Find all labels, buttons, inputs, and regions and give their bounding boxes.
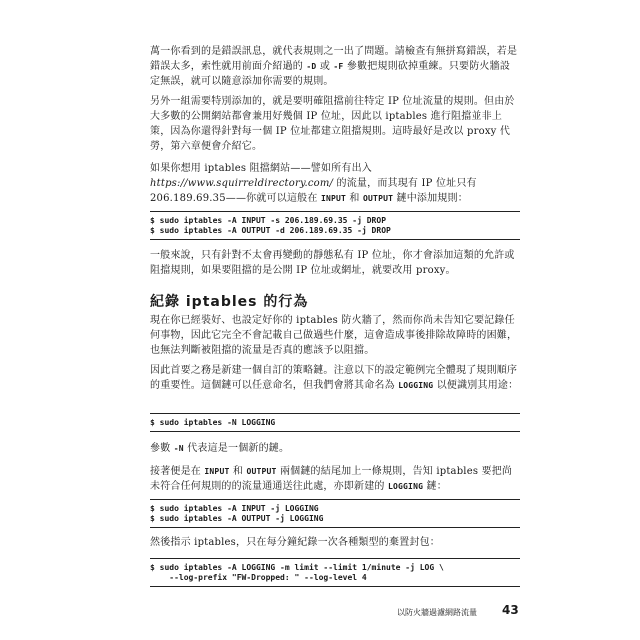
code-block-log-rule: $ sudo iptables -A LOGGING -m limit --limit 1/minute -j LOG \ --log-prefix "FW-Dropped: " --log-level 4 xyxy=(150,558,520,587)
code-block-jump-logging: $ sudo iptables -A INPUT -j LOGGING $ sudo iptables -A OUTPUT -j LOGGING xyxy=(150,499,520,528)
paragraph-custom-chain: 因此首要之務是新建一個自訂的策略鏈。注意以下的設定範例完全體現了規則順序的重要性。這個鏈可以任意命名，但我們會將其命名為 LOGGING 以便識別其用途： xyxy=(150,365,519,391)
example-url: https://www.squirreldirectory.com/ xyxy=(150,178,334,189)
paragraph-n-param: 參數 -N 代表這是一個新的鏈。 xyxy=(150,443,290,454)
paragraph-error-check: 萬一你看到的是錯誤訊息，就代表規則之一出了問題。請檢查有無拼寫錯誤，若是錯誤太多，索性就用前面介紹過的 -D 或 -F 參數把規則砍掉重練。只要防火牆設定無誤，就可以隨意添加你需要的規則。 xyxy=(150,46,518,87)
paragraph-log-limit: 然後指示 iptables，只在每分鐘紀錄一次各種類型的棄置封包： xyxy=(150,537,441,548)
page-number: 43 xyxy=(502,603,519,617)
section-heading: 紀錄 iptables 的行為 xyxy=(150,294,309,310)
code-block-new-chain: $ sudo iptables -N LOGGING xyxy=(150,413,520,432)
running-footer-title: 以防火牆過濾網路流量 xyxy=(397,608,477,617)
paragraph-block-site: 如果你想用 iptables 阻擋網站——譬如所有出入 https://www.squirreldirectory.com/ 的流量，而其現有 IP 位址只有 206.189.69.35——你就可以這般在 INPUT 和 OUTPUT 鏈中添加規則： xyxy=(150,163,477,204)
option-d: -D xyxy=(306,62,317,71)
code-block-drop-rules: $ sudo iptables -A INPUT -s 206.189.69.35 -j DROP $ sudo iptables -A OUTPUT -d 206.189.69.35 -j DROP xyxy=(150,211,520,240)
option-f: -F xyxy=(333,62,344,71)
paragraph-block-ip: 另外一組需要特別添加的，就是要明確阻擋前往特定 IP 位址流量的規則。但由於大多數的公開網站都會兼用好幾個 IP 位址，因此以 iptables 進行阻擋並非上策，因為你還得針對每一個 IP 位址都建立阻擋規則。這時最好是改以 proxy 代勞，第六章便會介紹它。 xyxy=(150,96,515,152)
paragraph-static-ip: 一般來說，只有針對不太會再變動的靜態私有 IP 位址，你才會添加這類的允許或阻擋規則，如果要阻擋的是公開 IP 位址或網址，就要改用 proxy。 xyxy=(150,250,515,276)
paragraph-logging-intro: 現在你已經裝好、也設定好你的 iptables 防火牆了，然而你尚未告知它要記錄任何事物，因此它完全不會記載自己做過些什麼，這會造成事後排除故障時的困難，也無法判斷被阻擋的流量是否真的應該予以阻擋。 xyxy=(150,315,518,356)
paragraph-append-rules: 接著便是在 INPUT 和 OUTPUT 兩個鏈的結尾加上一條規則，告知 iptables 要把尚未符合任何規則的的流量通通送往此處，亦即新建的 LOGGING 鏈： xyxy=(150,466,513,492)
